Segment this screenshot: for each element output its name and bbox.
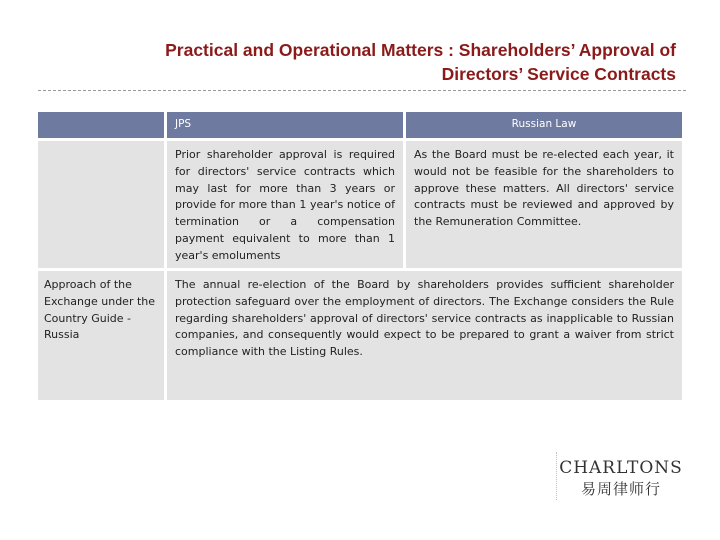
logo-chinese-name: 易周律师行 xyxy=(580,480,661,498)
header-cell-russian-law: Russian Law xyxy=(406,112,682,138)
slide-title-line-1: Practical and Operational Matters : Shareholders’ Approval of xyxy=(165,40,676,60)
charltons-logo xyxy=(556,452,685,500)
slide-title-line-2: Directors’ Service Contracts xyxy=(441,64,676,84)
row2-label-cell: Approach of the Exchange under the Country Guide - Russia xyxy=(38,271,164,400)
slide-title xyxy=(36,38,676,86)
header-cell-jps: JPS xyxy=(167,112,403,138)
row1-jps-cell: Prior shareholder approval is required for directors' service contracts which may last for more than 3 years or provide for more than 1 year's notice of termination or a compensation payment equivalent to more than 1 year's emoluments xyxy=(167,141,403,268)
logo-name: CHARLTONS xyxy=(559,458,683,478)
row2-approach-cell: The annual re-election of the Board by shareholders provides sufficient shareholder protection safeguard over the employment of directors. The Exchange considers the Rule regarding shareholders' approval of directors' service contracts as inapplicable to Russian companies, and consequently would expect to be prepared to grant a waiver from strict compliance with the Listing Rules. xyxy=(167,271,682,400)
header-cell-blank xyxy=(38,112,164,138)
title-divider xyxy=(38,90,686,91)
row1-russian-law-cell: As the Board must be re-elected each year, it would not be feasible for the shareholders to approve these matters. All directors' service contracts must be reviewed and approved by the Remuneration Committee. xyxy=(406,141,682,268)
row1-label-cell xyxy=(38,141,164,268)
